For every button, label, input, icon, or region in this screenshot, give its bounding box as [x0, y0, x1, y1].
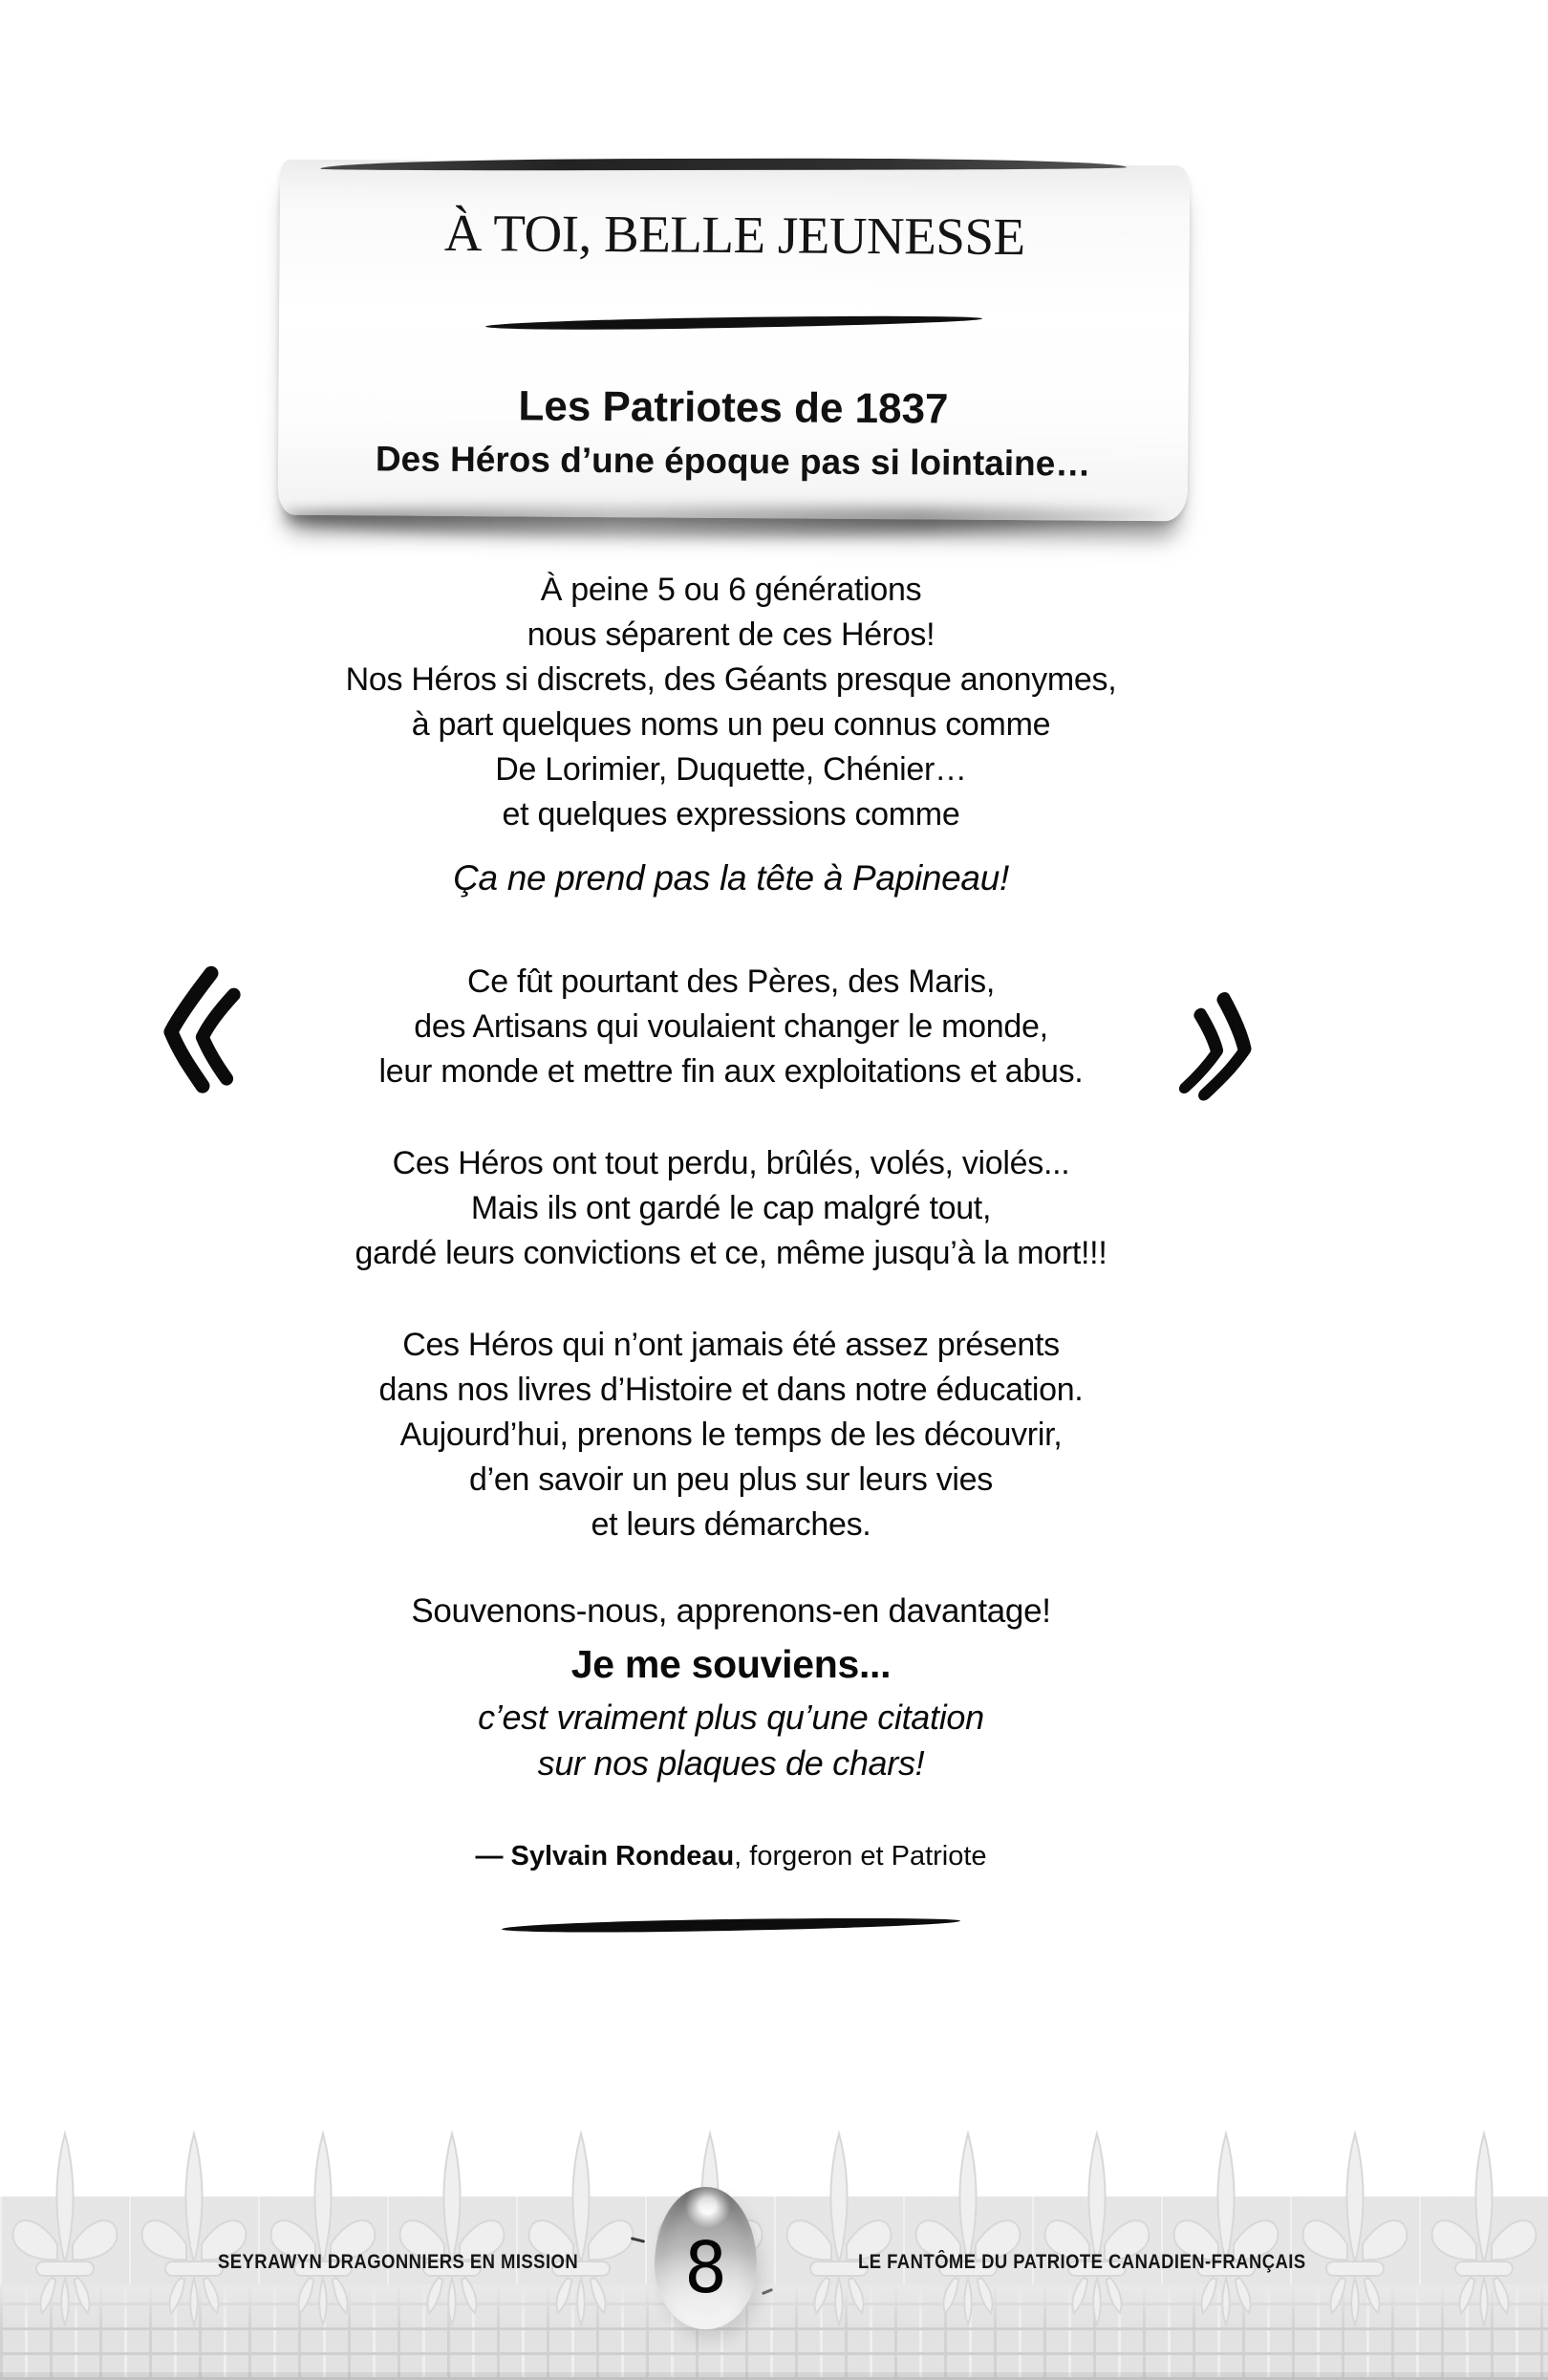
footer-book-title: LE FANTÔME DU PATRIOTE CANADIEN-FRANÇAIS: [858, 2251, 1306, 2273]
banner-subtitle-secondary: Des Héros d’une époque pas si lointaine…: [375, 439, 1091, 484]
author-role: , forgeron et Patriote: [734, 1841, 987, 1872]
fleur-de-lis-icon: [1298, 2130, 1412, 2340]
poem-quote-line: Ça ne prend pas la tête à Papineau!: [453, 858, 1009, 898]
closing-line: Souvenons-nous, apprenons-en davantage!: [411, 1592, 1051, 1630]
author-name: — Sylvain Rondeau: [475, 1841, 735, 1872]
stanza-2: [225, 960, 1237, 1094]
page-number: 8: [684, 2226, 727, 2309]
fleur-de-lis-icon: [524, 2130, 638, 2340]
fleur-de-lis-icon: [395, 2130, 509, 2340]
page-title: À TOI, BELLE JEUNESSE: [443, 203, 1025, 267]
page-footer: [0, 2093, 1548, 2380]
poem-line: des Artisans qui voulaient changer le monde,: [414, 1008, 1048, 1045]
poem-line: à part quelques noms un peu connus comme: [411, 706, 1051, 743]
poem-line: À peine 5 ou 6 générations: [540, 572, 922, 608]
stanza-1: [225, 568, 1237, 837]
poem-line: Ce fût pourtant des Pères, des Maris,: [466, 963, 996, 1000]
author-signature: [225, 1841, 1237, 1872]
closing-divider-line: [502, 1915, 960, 1935]
poem-line: gardé leurs convictions et ce, même jusqu’à la mort!!!: [355, 1235, 1107, 1271]
fleur-de-lis-icon: [1427, 2130, 1541, 2340]
poem-line: Ces Héros qui n’ont jamais été assez présents: [402, 1327, 1060, 1363]
fleur-de-lis-icon: [911, 2130, 1025, 2340]
poem-line: et quelques expressions comme: [502, 796, 960, 833]
motto-italic-line: c’est vraiment plus qu’une citation: [478, 1698, 984, 1737]
fleur-de-lis-icon: [1040, 2130, 1154, 2340]
footer-series-title: SEYRAWYN DRAGONNIERS EN MISSION: [218, 2251, 579, 2273]
poem-line: d’en savoir un peu plus sur leurs vies: [468, 1461, 993, 1498]
fleur-de-lis-icon: [137, 2130, 251, 2340]
poem-line: Ces Héros ont tout perdu, brûlés, volés, violés...: [392, 1145, 1070, 1181]
poem-line: Nos Héros si discrets, des Géants presque anonymes,: [345, 661, 1117, 698]
stanza-3: [225, 1141, 1237, 1276]
poem-line: De Lorimier, Duquette, Chénier…: [495, 751, 967, 788]
poem-line: Mais ils ont gardé le cap malgré tout,: [470, 1190, 992, 1226]
page-number-egg: [655, 2187, 757, 2329]
fleur-de-lis-icon: [782, 2130, 896, 2340]
title-banner: [278, 160, 1191, 522]
poem-line: leur monde et mettre fin aux exploitations et abus.: [378, 1053, 1084, 1090]
poem-line: nous séparent de ces Héros!: [527, 617, 935, 653]
poem-line: Aujourd’hui, prenons le temps de les découvrir,: [399, 1417, 1063, 1453]
stanza-4: [225, 1323, 1237, 1547]
fleur-de-lis-icon: [8, 2130, 122, 2340]
banner-divider-line: [485, 314, 982, 332]
motto-italic-line: sur nos plaques de chars!: [537, 1743, 925, 1783]
banner-subtitle-main: Les Patriotes de 1837: [518, 382, 949, 433]
motto-bold: Je me souviens...: [570, 1642, 892, 1686]
poem-line: et leurs démarches.: [591, 1506, 871, 1543]
fleur-de-lis-icon: [266, 2130, 380, 2340]
fleur-de-lis-icon: [1169, 2130, 1283, 2340]
poem-line: dans nos livres d’Histoire et dans notre éducation.: [378, 1372, 1084, 1408]
